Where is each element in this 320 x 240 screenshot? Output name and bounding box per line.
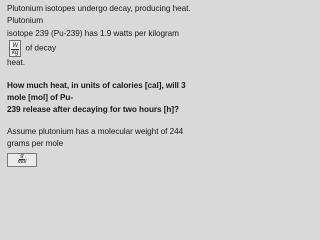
assumption-line: Assume plutonium has a molecular weight of 244 grams per mole: [7, 126, 184, 149]
question-line-2: 239 release after decaying for two hours [h]?: [7, 105, 180, 115]
watts-per-kg-fraction: [11, 43, 19, 56]
unit-denominator: kg: [12, 50, 19, 57]
question-panel: [0, 0, 200, 166]
question-paragraph: [7, 80, 194, 117]
unit-numerator: W: [12, 43, 18, 50]
question-line-1: How much heat, in units of calories [cal], will 3 mole [mol] of Pu-: [7, 80, 186, 103]
question-text: [7, 3, 194, 167]
intro-paragraph: [7, 3, 194, 70]
intro-line-2-end: of decay: [25, 43, 57, 53]
intro-line-2-start: isotope 239 (Pu-239) has 1.9 watts per kilogram: [7, 28, 179, 38]
grams-per-mole-fraction: [17, 154, 28, 166]
intro-line-1: Plutonium isotopes undergo decay, producing heat. Plutonium: [7, 4, 191, 26]
watts-per-kg-unit-box: [9, 40, 21, 57]
answer-unit-numerator: g: [20, 152, 24, 159]
grams-per-mole-unit-box[interactable]: [7, 153, 37, 167]
assumption-paragraph: [7, 126, 194, 151]
intro-line-3: heat.: [7, 58, 25, 68]
answer-unit-denominator: mol: [17, 159, 27, 166]
